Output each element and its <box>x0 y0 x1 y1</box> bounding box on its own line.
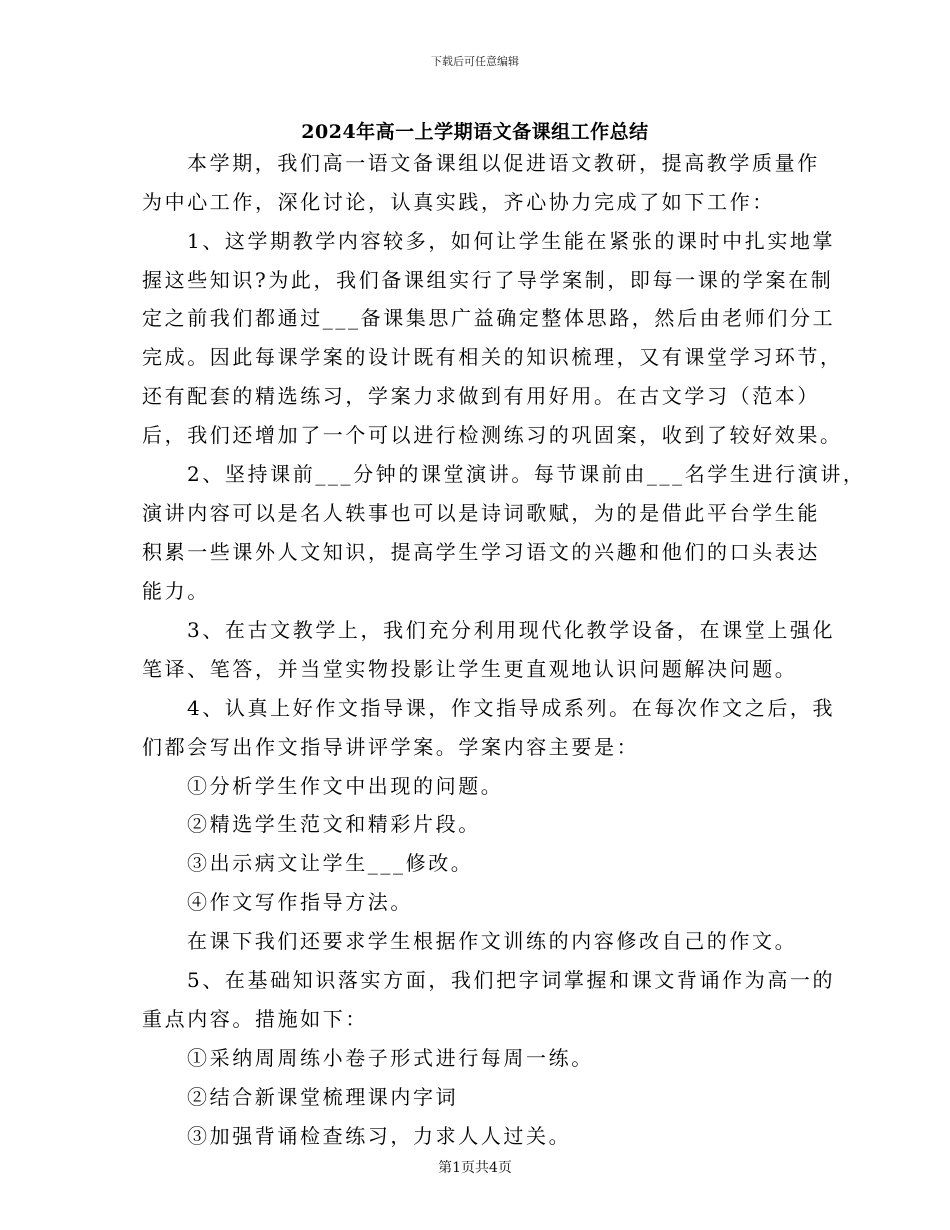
text-line: 能力。 <box>142 579 210 603</box>
text-line: 后，我们还增加了一个可以进行检测练习的巩固案，收到了较好效果。 <box>142 423 843 447</box>
text-line: ②精选学生范文和精彩片段。 <box>187 812 481 836</box>
text-line: 1、这学期教学内容较多，如何让学生能在紧张的课时中扎实地掌 <box>187 229 836 253</box>
text-line: 为中心工作，深化讨论，认真实践，齐心协力完成了如下工作： <box>142 190 775 214</box>
text-line: ③出示病文让学生___修改。 <box>187 851 474 875</box>
text-line: 演讲内容可以是名人轶事也可以是诗词歌赋，为的是借此平台学生能 <box>142 501 820 525</box>
text-line: 完成。因此每课学案的设计既有相关的知识梳理，又有课堂学习环节， <box>142 345 843 369</box>
text-line: 笔译、笔答，并当堂实物投影让学生更直观地认识问题解决问题。 <box>142 657 798 681</box>
text-line: ①采纳周周练小卷子形式进行每周一练。 <box>187 1046 594 1070</box>
text-line: 在课下我们还要求学生根据作文训练的内容修改自己的作文。 <box>187 929 798 953</box>
text-line: 4、认真上好作文指导课，作文指导成系列。在每次作文之后，我 <box>187 696 836 720</box>
header-note: 下载后可任意编辑 <box>431 55 519 68</box>
text-line: ③加强背诵检查练习，力求人人过关。 <box>187 1124 572 1148</box>
text-line: 重点内容。措施如下： <box>142 1007 368 1031</box>
text-line: 还有配套的精选练习，学案力求做到有用好用。在古文学习（范本） <box>142 384 820 408</box>
text-line: ①分析学生作文中出现的问题。 <box>187 774 504 798</box>
text-line: 们都会写出作文指导讲评学案。学案内容主要是： <box>142 735 640 759</box>
text-line: ④作文写作指导方法。 <box>187 890 413 914</box>
text-line: 定之前我们都通过___备课集思广益确定整体思路，然后由老师们分工 <box>142 306 836 330</box>
text-line: 3、在古文教学上，我们充分利用现代化教学设备，在课堂上强化 <box>187 618 836 642</box>
text-line: 握这些知识?为此，我们备课组实行了导学案制，即每一课的学案在制 <box>142 268 834 292</box>
text-line: 本学期，我们高一语文备课组以促进语文教研，提高教学质量作 <box>187 151 820 175</box>
text-line: 2、坚持课前___分钟的课堂演讲。每节课前由___名学生进行演讲， <box>187 462 866 486</box>
text-line: 5、在基础知识落实方面，我们把字词掌握和课文背诵作为高一的 <box>187 968 836 992</box>
page-footer: 第1页共4页 <box>438 1160 512 1176</box>
text-line: ②结合新课堂梳理课内字词 <box>187 1085 459 1109</box>
page-title: 2024年高一上学期语文备课组工作总结 <box>301 121 649 143</box>
text-line: 积累一些课外人文知识，提高学生学习语文的兴趣和他们的口头表达 <box>142 540 820 564</box>
